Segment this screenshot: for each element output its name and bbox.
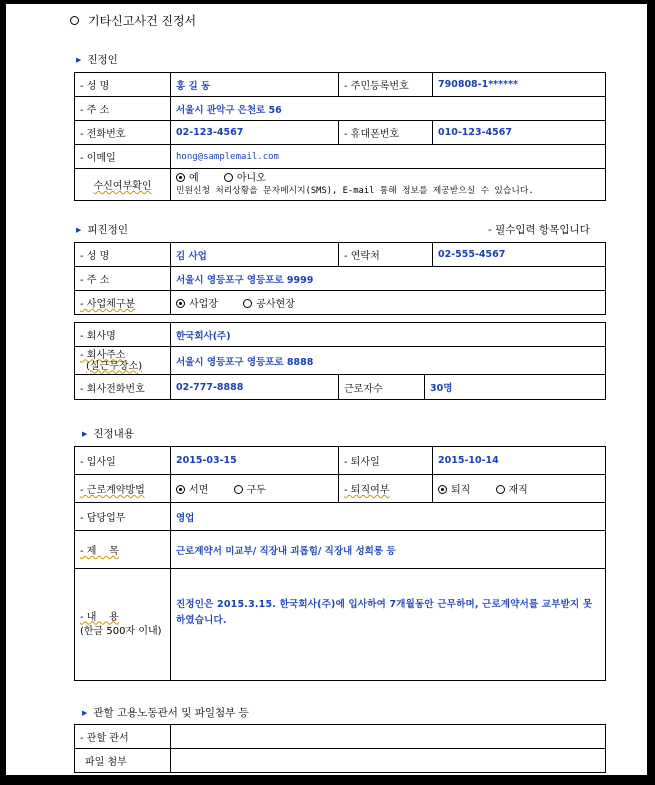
body-field[interactable]: 진정인은 2015.3.15. 한국회사(주)에 입사하여 7개월동안 근무하며, 근로계약서를 교부받지 못하였습니다. bbox=[171, 569, 606, 681]
triangle-bullet-icon: ▶ bbox=[76, 55, 82, 64]
file-attach-field[interactable] bbox=[171, 749, 606, 773]
office-field[interactable] bbox=[171, 725, 606, 749]
petitioner-rrn-label: - 주민등록번호 bbox=[339, 73, 433, 97]
required-note: - 필수입력 항목입니다 bbox=[488, 224, 590, 236]
triangle-bullet-icon: ▶ bbox=[82, 708, 88, 717]
receive-options bbox=[176, 172, 600, 185]
business-type-site-radio[interactable] bbox=[243, 299, 295, 310]
business-type-biz-label: 사업장 bbox=[189, 299, 218, 310]
radio-unchecked-icon bbox=[496, 485, 505, 494]
receive-confirm-cell bbox=[171, 169, 606, 201]
petitioner-address-label: - 주 소 bbox=[75, 97, 171, 121]
workers-field[interactable]: 30명 bbox=[425, 375, 606, 400]
radio-checked-icon bbox=[438, 485, 447, 494]
workers-label: 근로자수 bbox=[339, 375, 425, 400]
receive-yes-radio[interactable] bbox=[176, 173, 199, 184]
content-table bbox=[74, 446, 606, 681]
business-type-label-text: - 사업체구분 bbox=[80, 299, 136, 310]
radio-checked-icon bbox=[176, 299, 185, 308]
contract-method-label bbox=[75, 475, 171, 503]
receive-no-label: 아니오 bbox=[236, 172, 266, 184]
section-respondent-title: 피진정인 bbox=[87, 224, 128, 236]
file-attach-label: 파일 첨부 bbox=[75, 749, 171, 773]
company-table bbox=[74, 322, 606, 400]
petitioner-email-field[interactable]: hong@samplemail.com bbox=[171, 145, 606, 169]
company-address-field[interactable]: 서울시 영등포구 영등포로 8888 bbox=[171, 347, 606, 375]
retire-no-radio[interactable] bbox=[496, 485, 528, 496]
office-label: - 관할 관서 bbox=[75, 725, 171, 749]
triangle-bullet-icon: ▶ bbox=[82, 429, 88, 438]
retire-no-label: 재직 bbox=[508, 485, 528, 496]
circle-icon bbox=[70, 16, 79, 25]
contract-method-cell bbox=[171, 475, 339, 503]
contract-oral-label: 구두 bbox=[246, 485, 266, 496]
petitioner-phone-label: - 전화번호 bbox=[75, 121, 171, 145]
company-address-label-line1: - 회사주소 bbox=[80, 349, 126, 361]
section-respondent bbox=[76, 222, 128, 237]
form-title-text: 기타신고사건 진정서 bbox=[88, 14, 197, 28]
receive-confirm-label-text: 수신여부확인 bbox=[93, 181, 152, 192]
receive-yes-label: 예 bbox=[189, 172, 199, 184]
respondent-contact-label: - 연락처 bbox=[339, 243, 433, 267]
form-title bbox=[70, 12, 196, 29]
section-office-title: 관할 고용노동관서 및 파일첨부 등 bbox=[93, 707, 249, 719]
business-type-label bbox=[75, 291, 171, 315]
respondent-name-label: - 성 명 bbox=[75, 243, 171, 267]
leave-date-field[interactable]: 2015-10-14 bbox=[433, 447, 606, 475]
retire-status-label-text: - 퇴직여부 bbox=[344, 485, 390, 496]
contract-written-radio[interactable] bbox=[176, 485, 208, 496]
subject-label-text: - 제 목 bbox=[80, 546, 119, 557]
business-type-biz-radio[interactable] bbox=[176, 299, 218, 310]
respondent-address-field[interactable]: 서울시 영등포구 영등포로 9999 bbox=[171, 267, 606, 291]
body-label-line2: (한글 500자 이내) bbox=[80, 625, 162, 637]
business-type-cell bbox=[171, 291, 606, 315]
retire-yes-radio[interactable] bbox=[438, 485, 470, 496]
petitioner-email-label: - 이메일 bbox=[75, 145, 171, 169]
company-address-label-line2: (실근무장소) bbox=[86, 360, 143, 372]
leave-date-label: - 퇴사일 bbox=[339, 447, 433, 475]
retire-yes-label: 퇴직 bbox=[451, 485, 471, 496]
subject-field[interactable]: 근로계약서 미교부/ 직장내 괴롭힘/ 직장내 성희롱 등 bbox=[171, 531, 606, 569]
respondent-contact-field[interactable]: 02-555-4567 bbox=[433, 243, 606, 267]
petition-page bbox=[6, 4, 647, 775]
section-content bbox=[82, 426, 134, 441]
section-office bbox=[82, 705, 249, 720]
petitioner-name-field[interactable]: 홍 길 동 bbox=[171, 73, 339, 97]
body-label-line1: - 내 용 bbox=[80, 611, 119, 623]
petitioner-name-label: - 성 명 bbox=[75, 73, 171, 97]
petitioner-table bbox=[74, 72, 606, 201]
respondent-name-field[interactable]: 김 사업 bbox=[171, 243, 339, 267]
radio-checked-icon bbox=[176, 173, 185, 182]
company-name-label: - 회사명 bbox=[75, 323, 171, 347]
contract-method-label-text: - 근로계약방법 bbox=[80, 485, 145, 496]
subject-label bbox=[75, 531, 171, 569]
retire-status-cell bbox=[433, 475, 606, 503]
section-petitioner-title: 진정인 bbox=[87, 54, 118, 66]
body-label bbox=[75, 569, 171, 681]
join-date-field[interactable]: 2015-03-15 bbox=[171, 447, 339, 475]
respondent-table bbox=[74, 242, 606, 315]
petitioner-mobile-field[interactable]: 010-123-4567 bbox=[433, 121, 606, 145]
contract-written-label: 서면 bbox=[189, 485, 209, 496]
radio-unchecked-icon bbox=[234, 485, 243, 494]
petitioner-rrn-field[interactable]: 790808-1****** bbox=[433, 73, 606, 97]
receive-note: 민원신청 처리상황을 문자메시지(SMS), E-mail 통해 정보를 제공받으실 수 있습니다. bbox=[176, 185, 534, 196]
company-address-label bbox=[75, 347, 171, 375]
office-table bbox=[74, 724, 606, 773]
respondent-address-label: - 주 소 bbox=[75, 267, 171, 291]
join-date-label: - 입사일 bbox=[75, 447, 171, 475]
radio-unchecked-icon bbox=[243, 299, 252, 308]
company-name-field[interactable]: 한국회사(주) bbox=[171, 323, 606, 347]
radio-checked-icon bbox=[176, 485, 185, 494]
radio-unchecked-icon bbox=[224, 173, 233, 182]
petitioner-mobile-label: - 휴대폰번호 bbox=[339, 121, 433, 145]
duty-label: - 담당업무 bbox=[75, 503, 171, 531]
receive-no-radio[interactable] bbox=[224, 173, 266, 184]
receive-confirm-label bbox=[75, 169, 171, 201]
business-type-site-label: 공사현장 bbox=[256, 299, 295, 310]
triangle-bullet-icon: ▶ bbox=[76, 225, 82, 234]
contract-oral-radio[interactable] bbox=[234, 485, 266, 496]
company-phone-label: - 회사전화번호 bbox=[75, 375, 171, 400]
company-phone-field[interactable]: 02-777-8888 bbox=[171, 375, 339, 400]
section-content-title: 진정내용 bbox=[93, 428, 134, 440]
petitioner-phone-field[interactable]: 02-123-4567 bbox=[171, 121, 339, 145]
petitioner-address-field[interactable]: 서울시 관악구 은천로 56 bbox=[171, 97, 606, 121]
retire-status-label bbox=[339, 475, 433, 503]
section-petitioner bbox=[76, 52, 118, 67]
duty-field[interactable]: 영업 bbox=[171, 503, 606, 531]
